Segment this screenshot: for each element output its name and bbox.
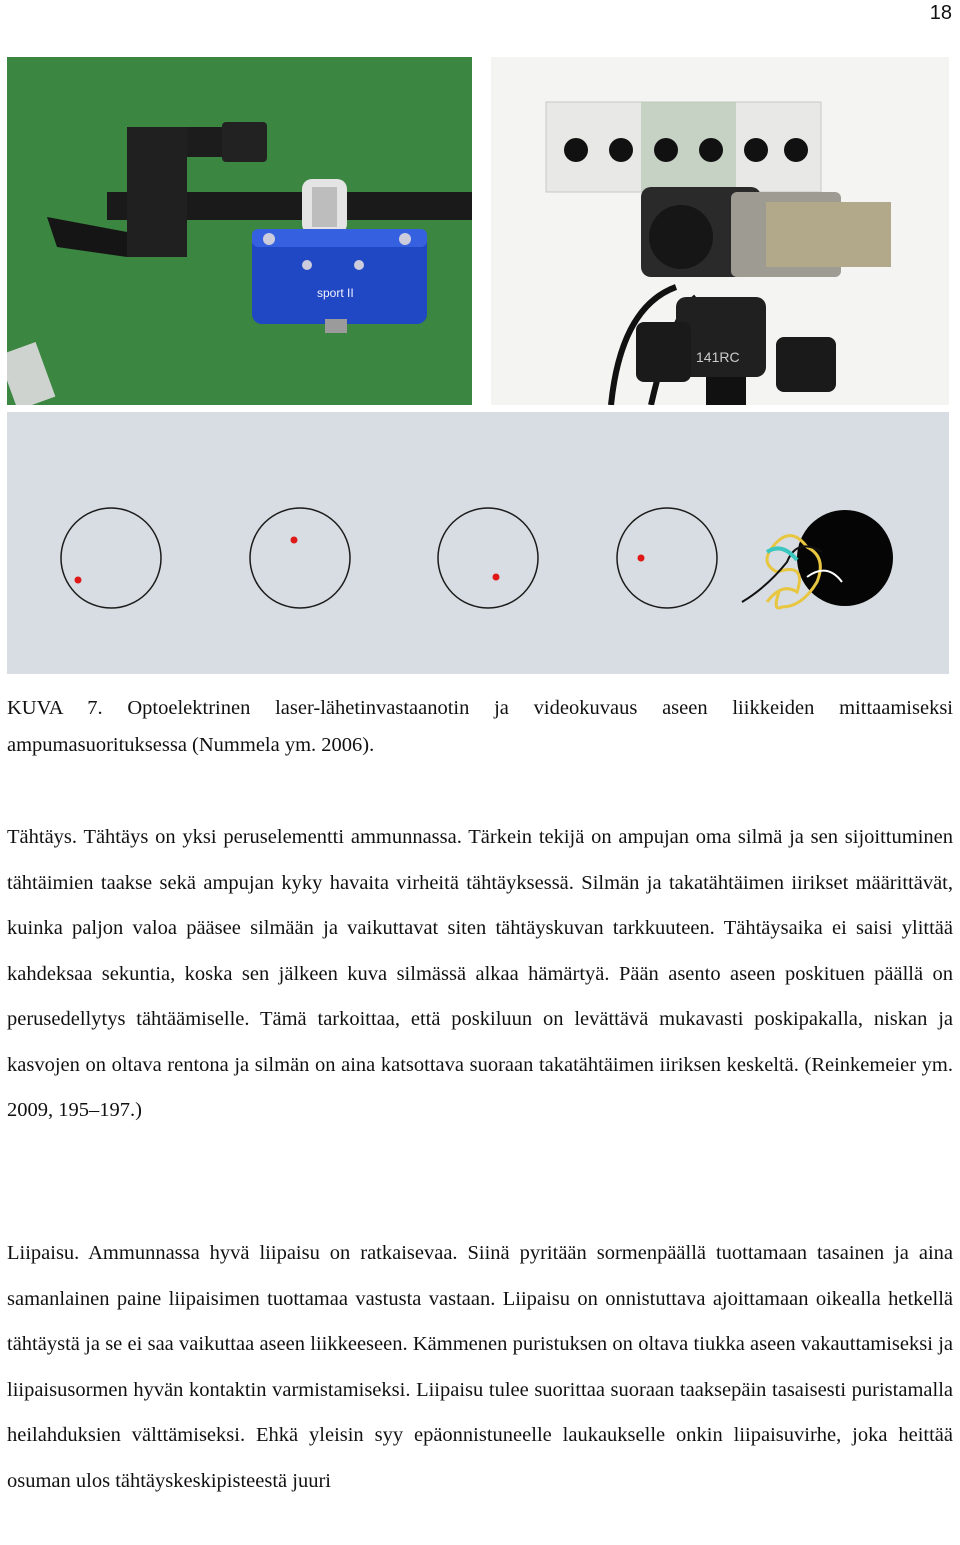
camera-label: 141RC — [696, 349, 740, 365]
device-label: sport II — [317, 286, 354, 300]
page-number: 18 — [929, 2, 952, 24]
target-trace-photo — [7, 412, 949, 674]
paragraph-trigger: Liipaisu. Ammunnassa hyvä liipaisu on ratkaisevaa. Siinä pyritään sormenpäällä tuottamaan tasainen ja aina samanlainen paine liipaisimen tuottamaa vastusta vastaan. Liipaisu on onnistuttava ajoittamaan oikealla hetkellä tähtäystä ja se ei saa vaikuttaa aseen liikkeeseen. Kämmenen puristuksen on oltava tiukka aseen vakauttamiseksi ja liipaisusormen hyvän kontaktin varmistamiseksi. Liipaisu tulee suorittaa suoraan taaksepäin tasaisesti puristamalla heilahduksien välttämiseksi. Ehkä yleisin syy epäonnistuneelle laukaukselle onkin liipaisuvirhe, joka heittää osuman ulos tähtäyskeskipisteestä juuri — [7, 1242, 953, 1492]
figure-caption: KUVA 7. Optoelektrinen laser-lähetinvastaanotin ja videokuvaus aseen liikkeiden mittaamiseksi ampumasuorituksessa (Nummela ym. 2006). — [7, 697, 953, 756]
video-camera-photo — [491, 57, 949, 405]
laser-transceiver-photo — [7, 57, 472, 405]
paragraph-aiming: Tähtäys. Tähtäys on yksi peruselementti ammunnassa. Tärkein tekijä on ampujan oma silmä ja sen sijoittuminen tähtäimien taakse sekä ampujan kyky havaita virheitä tähtäyksessä. Silmän ja takatähtäimen iirikset määrittävät, kuinka paljon valoa pääsee silmään ja vaikuttavat siten tähtäyskuvan tarkkuuteen. Tähtäysaika ei saisi ylittää kahdeksaa sekuntia, koska sen jälkeen kuva silmässä alkaa hämärtyä. Pään asento aseen poskituen päällä on perusedellytys tähtäämiselle. Tämä tarkoittaa, että poskiluun on levättävä mukavasti poskipakalla, niskan ja kasvojen on oltava rentona ja silmän on aina katsottava suoraan takatähtäimen iiriksen keskeltä. (Reinkemeier ym. 2009, 195–197.) — [7, 826, 953, 1121]
